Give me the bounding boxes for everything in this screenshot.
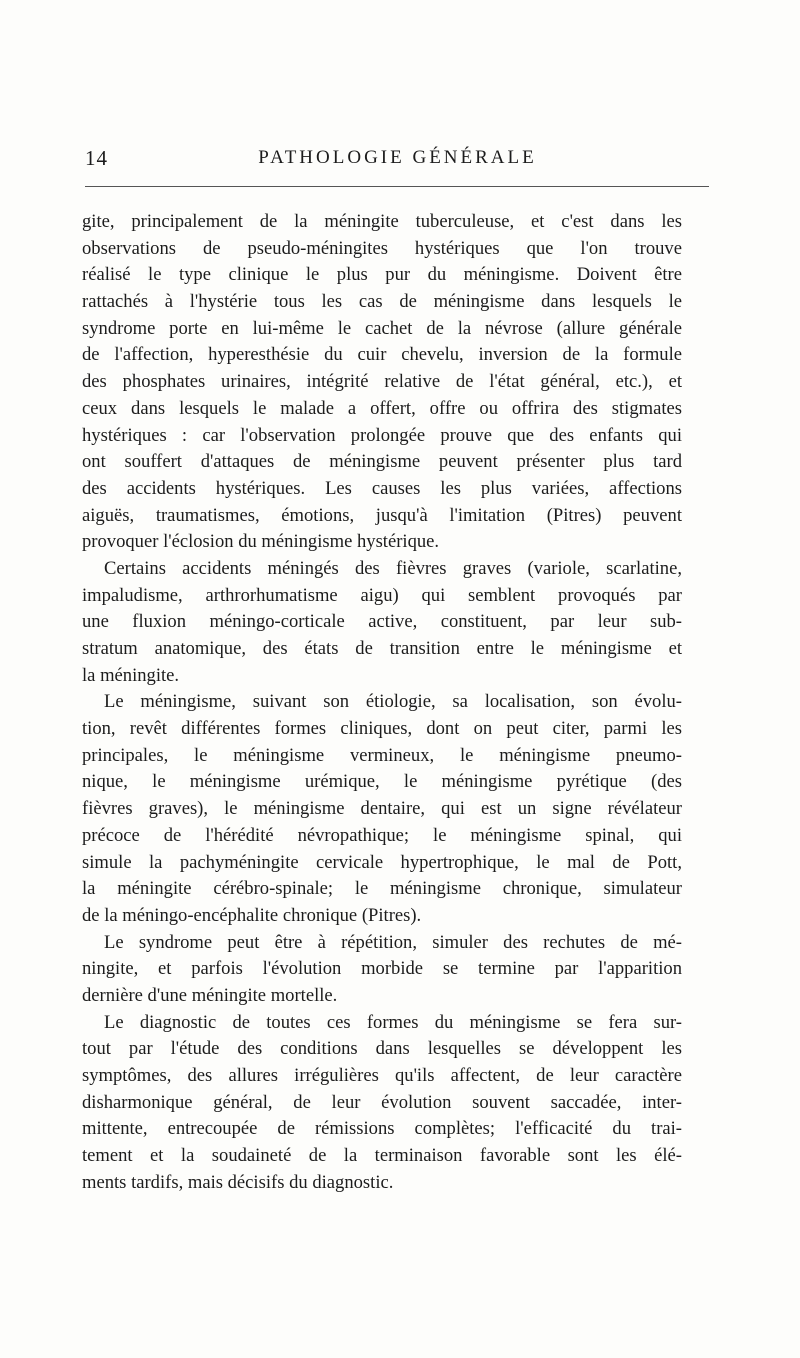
text-line: syndrome porte en lui-même le cachet de la névrose (allure générale (82, 317, 682, 339)
paragraph (82, 689, 682, 929)
running-title: PATHOLOGIE GÉNÉRALE (258, 147, 537, 168)
text-line: tion, revêt différentes formes cliniques, dont on peut citer, parmi les (82, 718, 682, 740)
text-line: Le diagnostic de toutes ces formes du méningisme se fera sur- (104, 1011, 682, 1033)
text-line: Le méningisme, suivant son étiologie, sa localisation, son évolu- (104, 691, 682, 713)
text-line: rattachés à l'hystérie tous les cas de méningisme dans lesquels le (82, 291, 682, 313)
text-line: symptômes, des allures irrégulières qu'ils affectent, de leur caractère (82, 1065, 682, 1086)
page-number: 14 (85, 146, 108, 170)
text-line: Certains accidents méningés des fièvres graves (variole, scarlatine, (104, 557, 682, 579)
text-line: dernière d'une méningite mortelle. (82, 984, 338, 1006)
text-line: nique, le méningisme urémique, le méningisme pyrétique (des (82, 771, 682, 793)
text-line: gite, principalement de la méningite tuberculeuse, et c'est dans les (82, 211, 682, 232)
body-text (82, 209, 682, 1196)
page-header (85, 146, 710, 176)
text-line: observations de pseudo-méningites hystériques que l'on trouve (82, 237, 682, 259)
text-line: provoquer l'éclosion du méningisme hystérique. (82, 531, 440, 553)
paragraph (82, 209, 682, 556)
text-line: tout par l'étude des conditions dans lesquelles se développent les (82, 1038, 682, 1060)
text-line: principales, le méningisme vermineux, le méningisme pneumo- (82, 744, 682, 766)
text-line: Le syndrome peut être à répétition, simuler des rechutes de mé- (104, 931, 682, 953)
text-line: impaludisme, arthrorhumatisme aigu) qui semblent provoqués par (82, 584, 682, 606)
text-line: des phosphates urinaires, intégrité relative de l'état général, etc.), et (82, 371, 682, 393)
text-line: disharmonique général, de leur évolution souvent saccadée, inter- (82, 1091, 682, 1113)
text-line: de l'affection, hyperesthésie du cuir chevelu, inversion de la formule (82, 344, 682, 366)
text-line: ningite, et parfois l'évolution morbide se termine par l'apparition (82, 958, 682, 980)
text-line: aiguës, traumatismes, émotions, jusqu'à l'imitation (Pitres) peuvent (82, 504, 682, 526)
paragraph (82, 930, 682, 1010)
text-line: mittente, entrecoupée de rémissions complètes; l'efficacité du trai- (82, 1118, 682, 1140)
text-line: ceux dans lesquels le malade a offert, offre ou offrira des stigmates (82, 397, 682, 419)
text-line: ments tardifs, mais décisifs du diagnostic. (82, 1171, 394, 1193)
text-line: ont souffert d'attaques de méningisme peuvent présenter plus tard (82, 451, 682, 473)
text-line: réalisé le type clinique le plus pur du méningisme. Doivent être (82, 264, 682, 286)
text-line: tement et la soudaineté de la terminaison favorable sont les élé- (82, 1145, 682, 1167)
text-line: la méningite cérébro-spinale; le méningisme chronique, simulateur (82, 878, 682, 900)
text-line: simule la pachyméningite cervicale hypertrophique, le mal de Pott, (82, 851, 682, 873)
paragraph (82, 556, 682, 689)
text-line: hystériques : car l'observation prolongée prouve que des enfants qui (82, 424, 682, 446)
header-rule (85, 186, 709, 187)
text-line: fièvres graves), le méningisme dentaire, qui est un signe révélateur (82, 798, 682, 820)
text-line: des accidents hystériques. Les causes les plus variées, affections (82, 477, 682, 499)
text-line: stratum anatomique, des états de transition entre le méningisme et (82, 638, 682, 659)
paragraph (82, 1010, 682, 1197)
text-line: une fluxion méningo-corticale active, constituent, par leur sub- (82, 611, 682, 633)
text-line: précoce de l'hérédité névropathique; le méningisme spinal, qui (82, 824, 682, 846)
text-line: de la méningo-encéphalite chronique (Pitres). (82, 904, 422, 926)
text-line: la méningite. (82, 664, 180, 686)
